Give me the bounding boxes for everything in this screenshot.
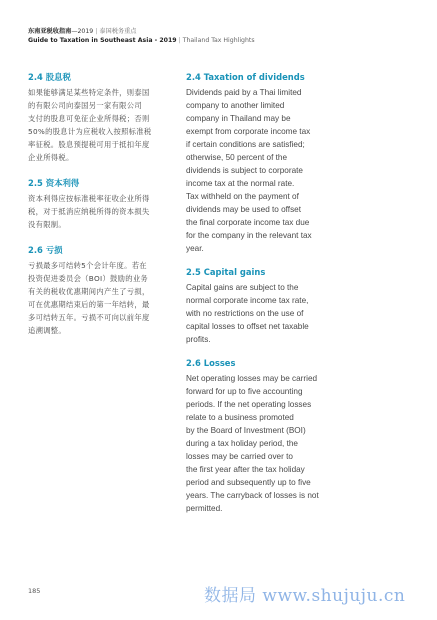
- header-zh: [28, 27, 418, 36]
- text-line: 追溯调整。: [28, 326, 66, 335]
- header-zh-year: —2019: [71, 28, 94, 35]
- text-line: permitted.: [186, 504, 223, 513]
- text-line: the final corporate income tax due: [186, 218, 310, 227]
- english-column: [186, 72, 336, 515]
- text-line: Net operating losses may be carried: [186, 374, 318, 383]
- header-separator: |: [178, 37, 181, 44]
- section-title-dividends-zh: 2.4 股息税: [28, 72, 71, 82]
- paragraph-dividends-zh: [28, 86, 172, 164]
- text-line: by the Board of Investment (BOI): [186, 426, 306, 435]
- running-header: [28, 27, 418, 45]
- text-line: 企业所得税。: [28, 153, 74, 162]
- text-line: company to another limited: [186, 101, 285, 110]
- header-separator: |: [95, 28, 98, 35]
- paragraph-losses-en: [186, 372, 336, 515]
- text-line: Tax withheld on the payment of: [186, 192, 299, 201]
- text-line: 的有限公司向泰国另一家有限公司: [28, 101, 142, 110]
- text-line: if certain conditions are satisfied;: [186, 140, 305, 149]
- text-line: relate to a business promoted: [186, 413, 294, 422]
- text-line: 没有限制。: [28, 220, 66, 229]
- header-zh-subtitle: 泰国税务重点: [99, 28, 137, 35]
- section-title-losses-zh: 2.6 亏损: [28, 245, 63, 255]
- text-line: 资本利得应按标准税率征收企业所得: [28, 194, 150, 203]
- chinese-column: [28, 72, 172, 337]
- text-line: forward for up to five accounting: [186, 387, 303, 396]
- paragraph-capital-gains-zh: [28, 192, 172, 231]
- header-zh-title: 东南亚税收指南: [28, 28, 72, 35]
- text-line: 支付的股息可免征企业所得税；否则: [28, 114, 150, 123]
- text-line: losses may be carried over to: [186, 452, 293, 461]
- section-title-capital-gains-zh: 2.5 资本利得: [28, 178, 80, 188]
- text-line: Capital gains are subject to the: [186, 283, 299, 292]
- section-title-losses-en: 2.6 Losses: [186, 358, 236, 368]
- text-line: capital losses to offset net taxable: [186, 322, 309, 331]
- text-line: periods. If the net operating losses: [186, 400, 312, 409]
- paragraph-losses-zh: [28, 259, 172, 337]
- paragraph-capital-gains-en: [186, 281, 336, 346]
- text-line: profits.: [186, 335, 211, 344]
- text-line: during a tax holiday period, the: [186, 439, 298, 448]
- text-line: period and subsequently up to five: [186, 478, 311, 487]
- page-number: 185: [28, 587, 41, 595]
- text-line: 亏损最多可结转5个会计年度。若在: [28, 261, 147, 270]
- text-line: normal corporate income tax rate,: [186, 296, 309, 305]
- section-title-capital-gains-en: 2.5 Capital gains: [186, 267, 266, 277]
- text-line: the first year after the tax holiday: [186, 465, 305, 474]
- text-line: 有关的税收优惠期间内产生了亏损，: [28, 287, 150, 296]
- text-line: 可在优惠期结束后的第一年结转，最: [28, 300, 150, 309]
- watermark: 数据局 www.shujuju.cn: [204, 586, 406, 606]
- text-line: 投资促进委员会（BOI）鼓励的业务: [28, 274, 149, 283]
- text-line: dividends is subject to corporate: [186, 166, 303, 175]
- text-line: 税，对于抵消应纳税所得的资本损失: [28, 207, 150, 216]
- text-line: 如果能够满足某些特定条件，则泰国: [28, 88, 150, 97]
- section-title-dividends-en: 2.4 Taxation of dividends: [186, 72, 305, 82]
- text-line: dividends may be used to offset: [186, 205, 302, 214]
- text-line: 50%的股息计为应税收入按照标准税: [28, 127, 152, 136]
- text-line: exempt from corporate income tax: [186, 127, 311, 136]
- text-line: 率征税。股息预提税可用于抵扣年度: [28, 140, 150, 149]
- text-line: income tax at the normal rate.: [186, 179, 295, 188]
- text-line: company in Thailand may be: [186, 114, 291, 123]
- text-line: for the company in the relevant tax: [186, 231, 312, 240]
- paragraph-dividends-en: [186, 86, 336, 255]
- header-en-subtitle: Thailand Tax Highlights: [182, 37, 255, 44]
- header-en-title: Guide to Taxation in Southeast Asia - 2019: [28, 37, 177, 44]
- text-line: otherwise, 50 percent of the: [186, 153, 288, 162]
- text-line: years. The carryback of losses is not: [186, 491, 319, 500]
- header-en: [28, 36, 418, 45]
- text-line: 多可结转五年。亏损不可向以前年度: [28, 313, 150, 322]
- text-line: Dividends paid by a Thai limited: [186, 88, 302, 97]
- text-line: with no restrictions on the use of: [186, 309, 304, 318]
- text-line: year.: [186, 244, 204, 253]
